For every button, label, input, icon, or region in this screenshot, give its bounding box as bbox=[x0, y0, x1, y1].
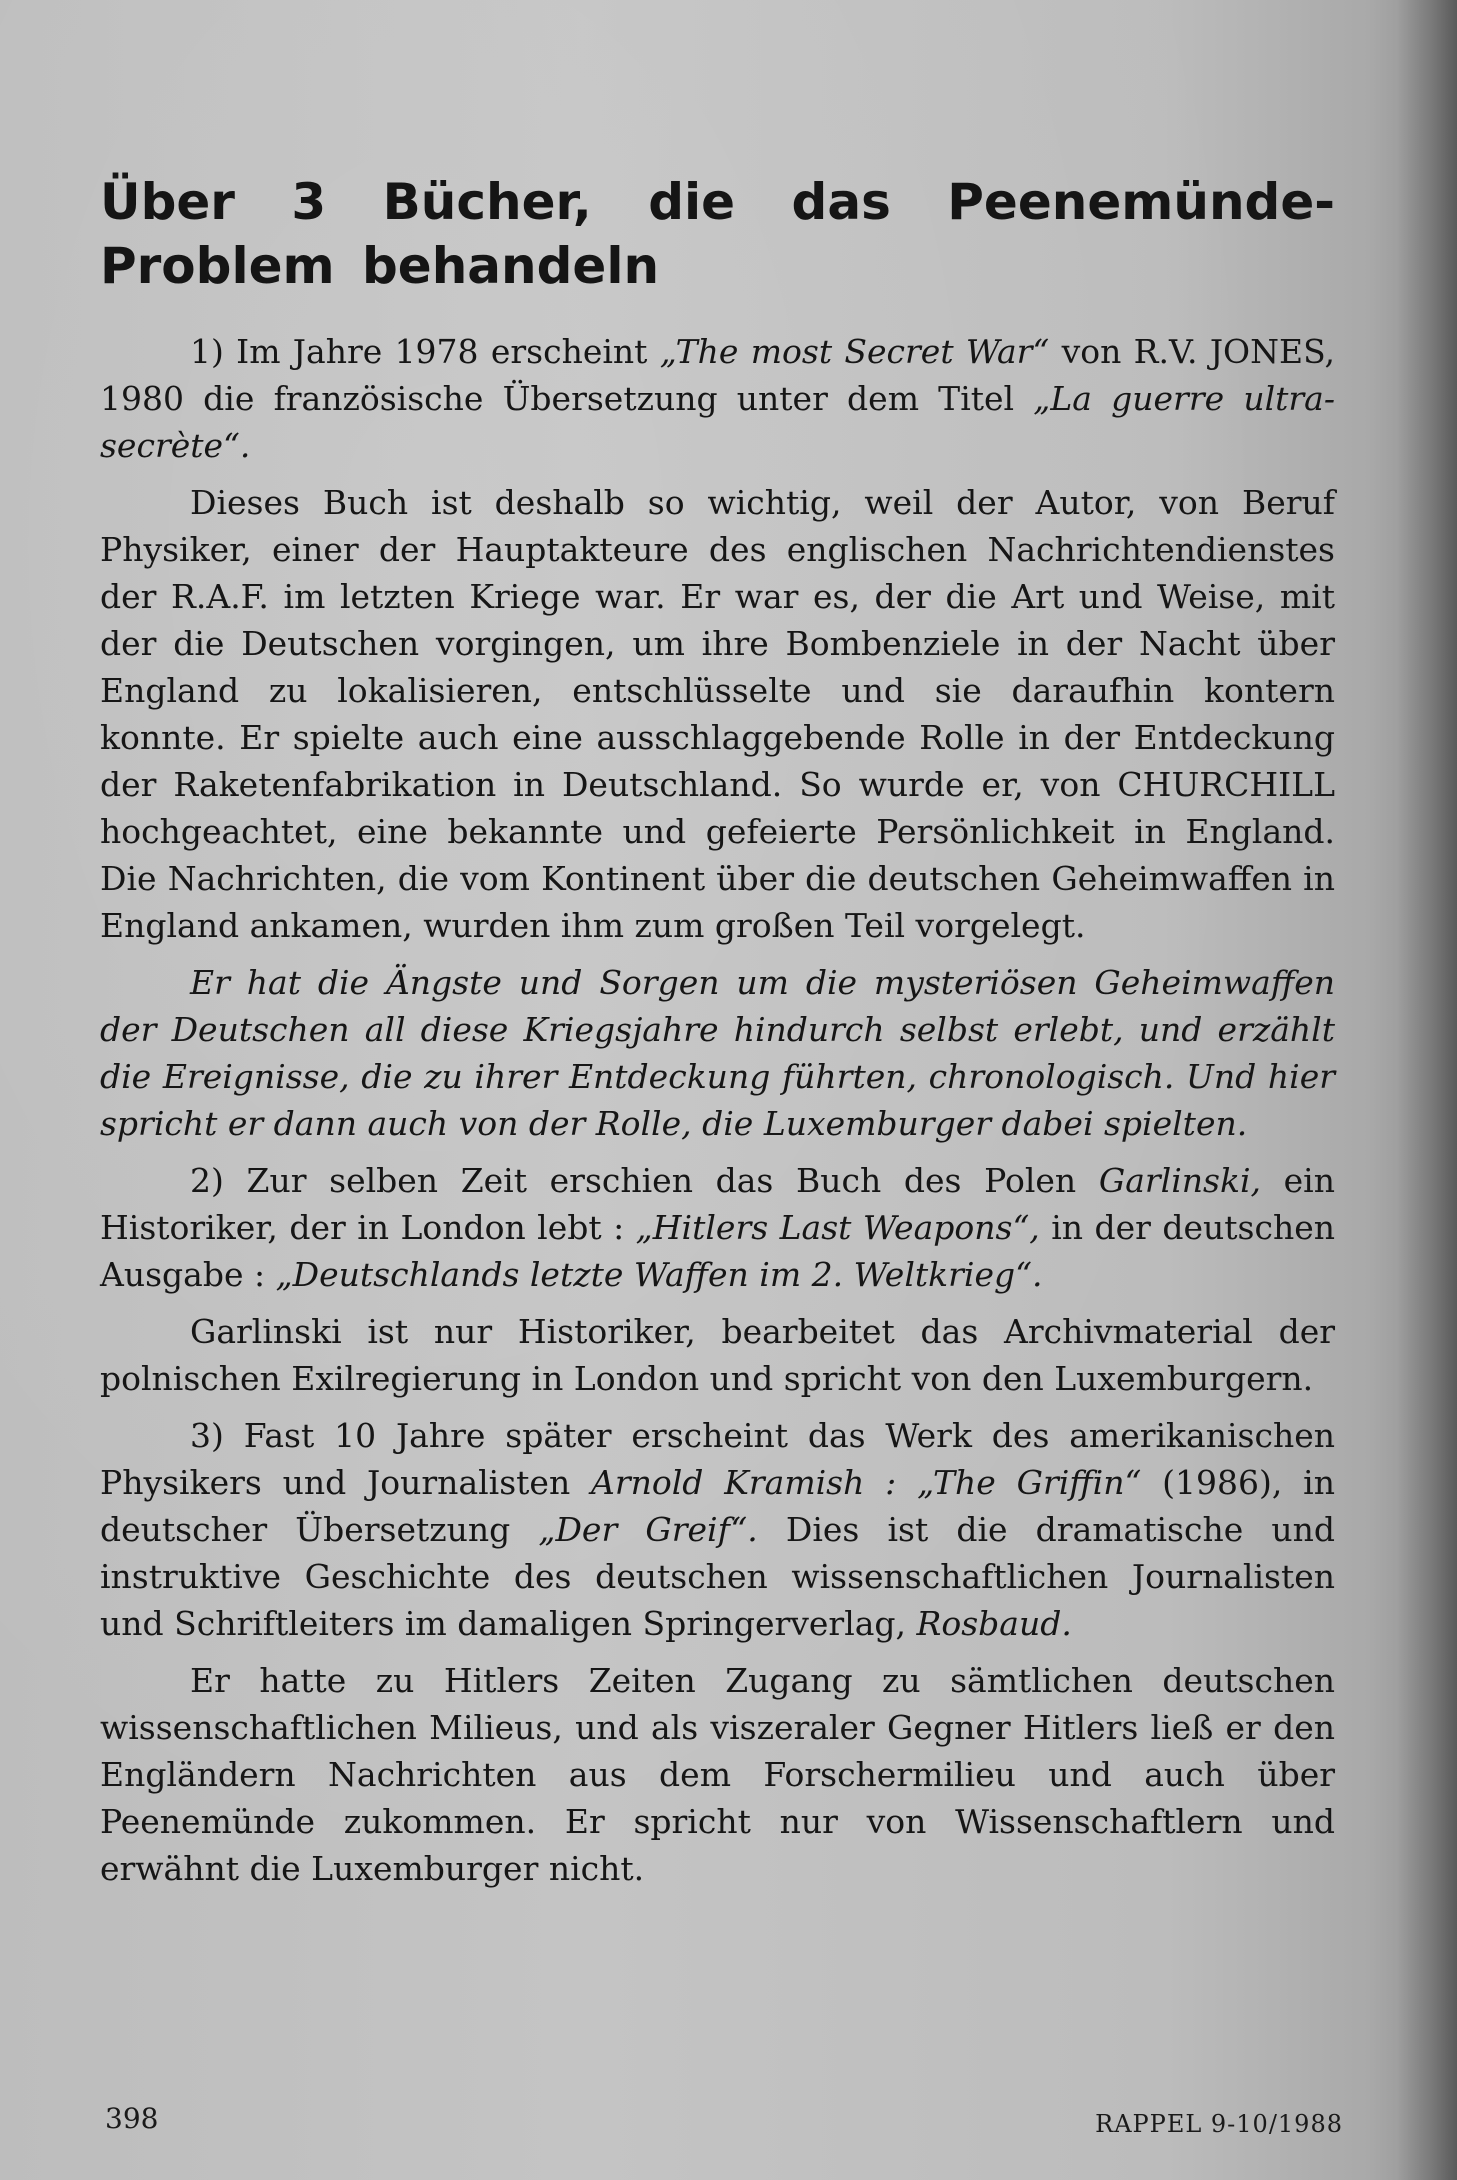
paragraph-text: (1986), in deutscher Übersetzung bbox=[100, 1463, 1335, 1549]
author-and-title: Arnold Kramish : „The Griffin“ bbox=[591, 1463, 1142, 1502]
article-title: Über 3 Bücher, die das Peenemünde-Problem behandeln bbox=[100, 173, 1335, 295]
paragraph-jones-importance: Dieses Buch ist deshalb so wichtig, weil der Autor, von Beruf Physiker, einer der Hauptakteure des englischen Nachrichtendienstes der R.A.F. im letzten Kriege war. Er war es, der die Art und Weise, mit der die Deutschen vorgingen, um ihre Bombenziele in der Nacht über England zu lokalisieren, entschlüsselte und sie daraufhin kontern konnte. Er spielte auch eine ausschlaggebende Rolle in der Entdeckung der Raketenfabrikation in Deutschland. So wurde er, von CHURCHILL hochgeachtet, eine bekannte und gefeierte Persönlichkeit in England. Die Nachrichten, die vom Kontinent über die deutschen Geheimwaffen in England ankamen, wurden ihm zum großen Teil vorgelegt. bbox=[100, 483, 1335, 945]
book-title-german: „Der Greif“. bbox=[538, 1510, 758, 1549]
paragraph-text: von R.V. JONES, 1980 die französische Übersetzung unter dem Titel bbox=[100, 332, 1335, 418]
paragraph-book-1 bbox=[100, 328, 1335, 469]
journal-issue: RAPPEL 9-10/1988 bbox=[1095, 2110, 1343, 2138]
paragraph-text: ein Historiker, der in London lebt : bbox=[100, 1161, 1335, 1247]
book-title-german: „Deutschlands letzte Waffen im 2. Weltkrieg“. bbox=[275, 1255, 1043, 1294]
book-spine-shadow bbox=[1397, 0, 1457, 2180]
paragraph-book-3 bbox=[100, 1412, 1335, 1647]
book-title-french: „La guerre ultra-secrète“. bbox=[100, 379, 1335, 465]
paragraph-text: Dies ist die dramatische und instruktive Geschichte des deutschen wissenschaftlichen Journalisten und Schriftleiters im damaligen Springerverlag, bbox=[100, 1510, 1335, 1643]
page-number: 398 bbox=[105, 2102, 159, 2135]
paragraph-text: 2) Zur selben Zeit erschien das Buch des Polen bbox=[190, 1161, 1099, 1200]
article-body bbox=[100, 170, 1335, 1902]
book-title-english: „Hitlers Last Weapons“, bbox=[635, 1208, 1040, 1247]
paragraph-text: 1) Im Jahre 1978 erscheint bbox=[190, 332, 660, 371]
book-title-english: „The most Secret War“ bbox=[659, 332, 1050, 371]
author-name: Garlinski, bbox=[1098, 1161, 1261, 1200]
paragraph-book-2 bbox=[100, 1157, 1335, 1298]
paragraph-garlinski: Garlinski ist nur Historiker, bearbeitet das Archivmaterial der polnischen Exilregierung in London und spricht von den Luxemburgern. bbox=[100, 1312, 1335, 1398]
person-name: Rosbaud. bbox=[916, 1604, 1072, 1643]
paragraph-text: in der deutschen Ausgabe : bbox=[100, 1208, 1336, 1294]
paragraph-emphasis-luxembourg: Er hat die Ängste und Sorgen um die mysteriösen Geheimwaffen der Deutschen all diese Kriegsjahre hindurch selbst erlebt, und erzählt die Ereignisse, die zu ihrer Entdeckung führten, chronologisch. Und hier spricht er dann auch von der Rolle, die Luxemburger dabei spielten. bbox=[100, 963, 1335, 1143]
paragraph-text: 3) Fast 10 Jahre später erscheint das Werk des amerikanischen Physikers und Journalisten bbox=[100, 1416, 1335, 1502]
paragraph-rosbaud: Er hatte zu Hitlers Zeiten Zugang zu sämtlichen deutschen wissenschaftlichen Milieus, und als viszeraler Gegner Hitlers ließ er den Engländern Nachrichten aus dem Forschermilieu und auch über Peenemünde zukommen. Er spricht nur von Wissenschaftlern und erwähnt die Luxemburger nicht. bbox=[100, 1661, 1335, 1888]
